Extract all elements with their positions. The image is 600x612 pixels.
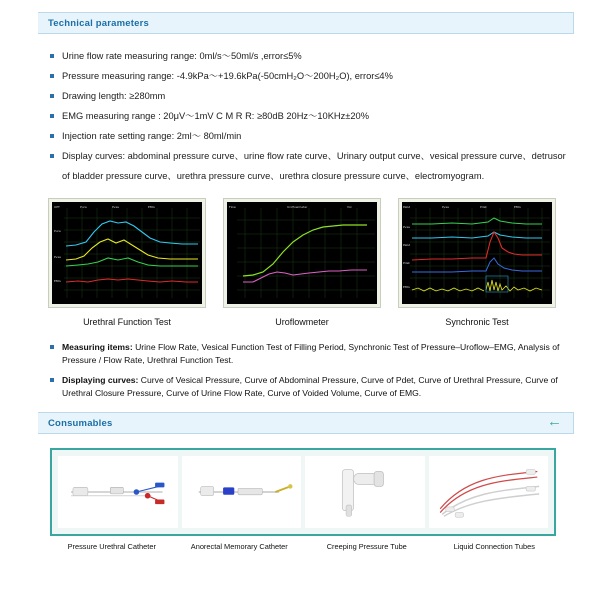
bullet-square-icon: [50, 154, 54, 158]
technical-bullet-list: [0, 46, 600, 186]
svg-text:Pura: Pura: [54, 229, 61, 233]
section-title-technical: Technical parameters: [48, 17, 149, 29]
chart-card-urethral: [48, 198, 206, 327]
svg-text:Pdet: Pdet: [480, 205, 487, 209]
bullet-text: Drawing length: ≥280mm: [62, 91, 166, 101]
chart-gallery: [48, 198, 556, 327]
product-label: Anorectal Memorary Catheter: [190, 542, 288, 551]
product-label-row: [50, 542, 556, 551]
bullet-square-icon: [50, 54, 54, 58]
bullet-text: Pressure measuring range: -4.9kPa～+19.6kPa(-50cmH₂O～200H₂O), error≤4%: [62, 71, 393, 81]
chart-card-synchronic: [398, 198, 556, 327]
list-item: [50, 146, 570, 186]
list-item: [50, 341, 572, 367]
list-item: [50, 66, 570, 86]
bullet-text: Urine flow rate measuring range: 0ml/s～50ml/s ,error≤5%: [62, 51, 302, 61]
svg-text:EMG: EMG: [148, 205, 155, 209]
back-arrow-icon[interactable]: ←: [547, 413, 562, 430]
list-item: [50, 374, 572, 400]
section-bar-technical: [38, 12, 574, 34]
note-text: Curve of Vesical Pressure, Curve of Abdominal Pressure, Curve of Pdet, Curve of Urethral Pressure, Curve of Urethral Closure Pressure, Curve of Urine Flow Rate, Curve of Voided Volume, Curve of EMG.: [62, 375, 558, 398]
chart-caption: Synchronic Test: [445, 317, 509, 327]
chart-caption: Urethral Function Test: [83, 317, 171, 327]
section-bar-accent: [26, 412, 38, 432]
document-page: [0, 12, 600, 612]
chart-frame: [48, 198, 206, 308]
chart-frame: [398, 198, 556, 308]
section-title-consumables: Consumables: [48, 417, 113, 429]
list-item: [50, 86, 570, 106]
svg-text:Flow: Flow: [229, 205, 236, 209]
bullet-text: Display curves: abdominal pressure curve、urine flow rate curve、Urinary output curve、vesical pressure curve、detrusor of bladder pressure curve、urethra pressure curve、urethra closure pressure curve、electromyogram.: [62, 151, 566, 181]
technical-notes-list: [0, 341, 600, 400]
bullet-square-icon: [50, 345, 54, 349]
chart-frame: [223, 198, 381, 308]
svg-text:Pabd: Pabd: [403, 205, 411, 209]
chart-image-urethral: [52, 202, 202, 304]
note-text: Urine Flow Rate, Vesical Function Test of Filling Period, Synchronic Test of Pressure–Uroflow–EMG, Analysis of Pressure / Flow Rate, Urethral Function Test.: [62, 342, 560, 365]
svg-text:Pves: Pves: [112, 205, 119, 209]
svg-text:Pves: Pves: [442, 205, 449, 209]
technical-parameters-header: [0, 12, 600, 34]
list-item: [50, 106, 570, 126]
svg-text:Pdet: Pdet: [403, 261, 410, 265]
note-lead: Measuring items:: [62, 342, 133, 352]
bullet-square-icon: [50, 134, 54, 138]
list-item: [50, 46, 570, 66]
product-label: Pressure Urethral Catheter: [67, 542, 156, 551]
bullet-text: Injection rate setting range: 2ml～ 80ml/min: [62, 131, 242, 141]
svg-text:Pabd: Pabd: [403, 243, 411, 247]
section-bar-consumables: [38, 412, 574, 434]
note-lead: Displaying curves:: [62, 375, 139, 385]
svg-text:Vol: Vol: [347, 205, 352, 209]
bullet-square-icon: [50, 74, 54, 78]
svg-text:UPT: UPT: [54, 205, 60, 209]
svg-text:Uroflowmeter: Uroflowmeter: [287, 205, 308, 209]
bullet-square-icon: [50, 94, 54, 98]
chart-card-uroflow: [223, 198, 381, 327]
section-bar-accent: [26, 12, 38, 32]
svg-text:EMG: EMG: [54, 279, 61, 283]
chart-caption: Uroflowmeter: [275, 317, 329, 327]
product-gallery: [50, 448, 556, 536]
bullet-text: EMG measuring range : 20μV～1mV C M R R: ≥80dB 20Hz～10KHz±20%: [62, 111, 369, 121]
svg-text:EMG: EMG: [514, 205, 521, 209]
product-image-liquid-connection-tubes: [429, 456, 549, 528]
bullet-square-icon: [50, 114, 54, 118]
consumables-header: [0, 412, 600, 434]
svg-text:Pves: Pves: [54, 255, 61, 259]
chart-image-uroflow: [227, 202, 377, 304]
product-image-anorectal-memorary-catheter: [182, 456, 302, 528]
chart-image-synchronic: [402, 202, 552, 304]
svg-text:Pura: Pura: [80, 205, 87, 209]
svg-text:EMG: EMG: [403, 285, 410, 289]
svg-text:Pves: Pves: [403, 225, 410, 229]
product-image-creeping-pressure-tube: [305, 456, 425, 528]
product-image-pressure-urethral-catheter: [58, 456, 178, 528]
product-label: Creeping Pressure Tube: [326, 542, 407, 551]
product-label: Liquid Connection Tubes: [453, 542, 535, 551]
bullet-square-icon: [50, 378, 54, 382]
list-item: [50, 126, 570, 146]
